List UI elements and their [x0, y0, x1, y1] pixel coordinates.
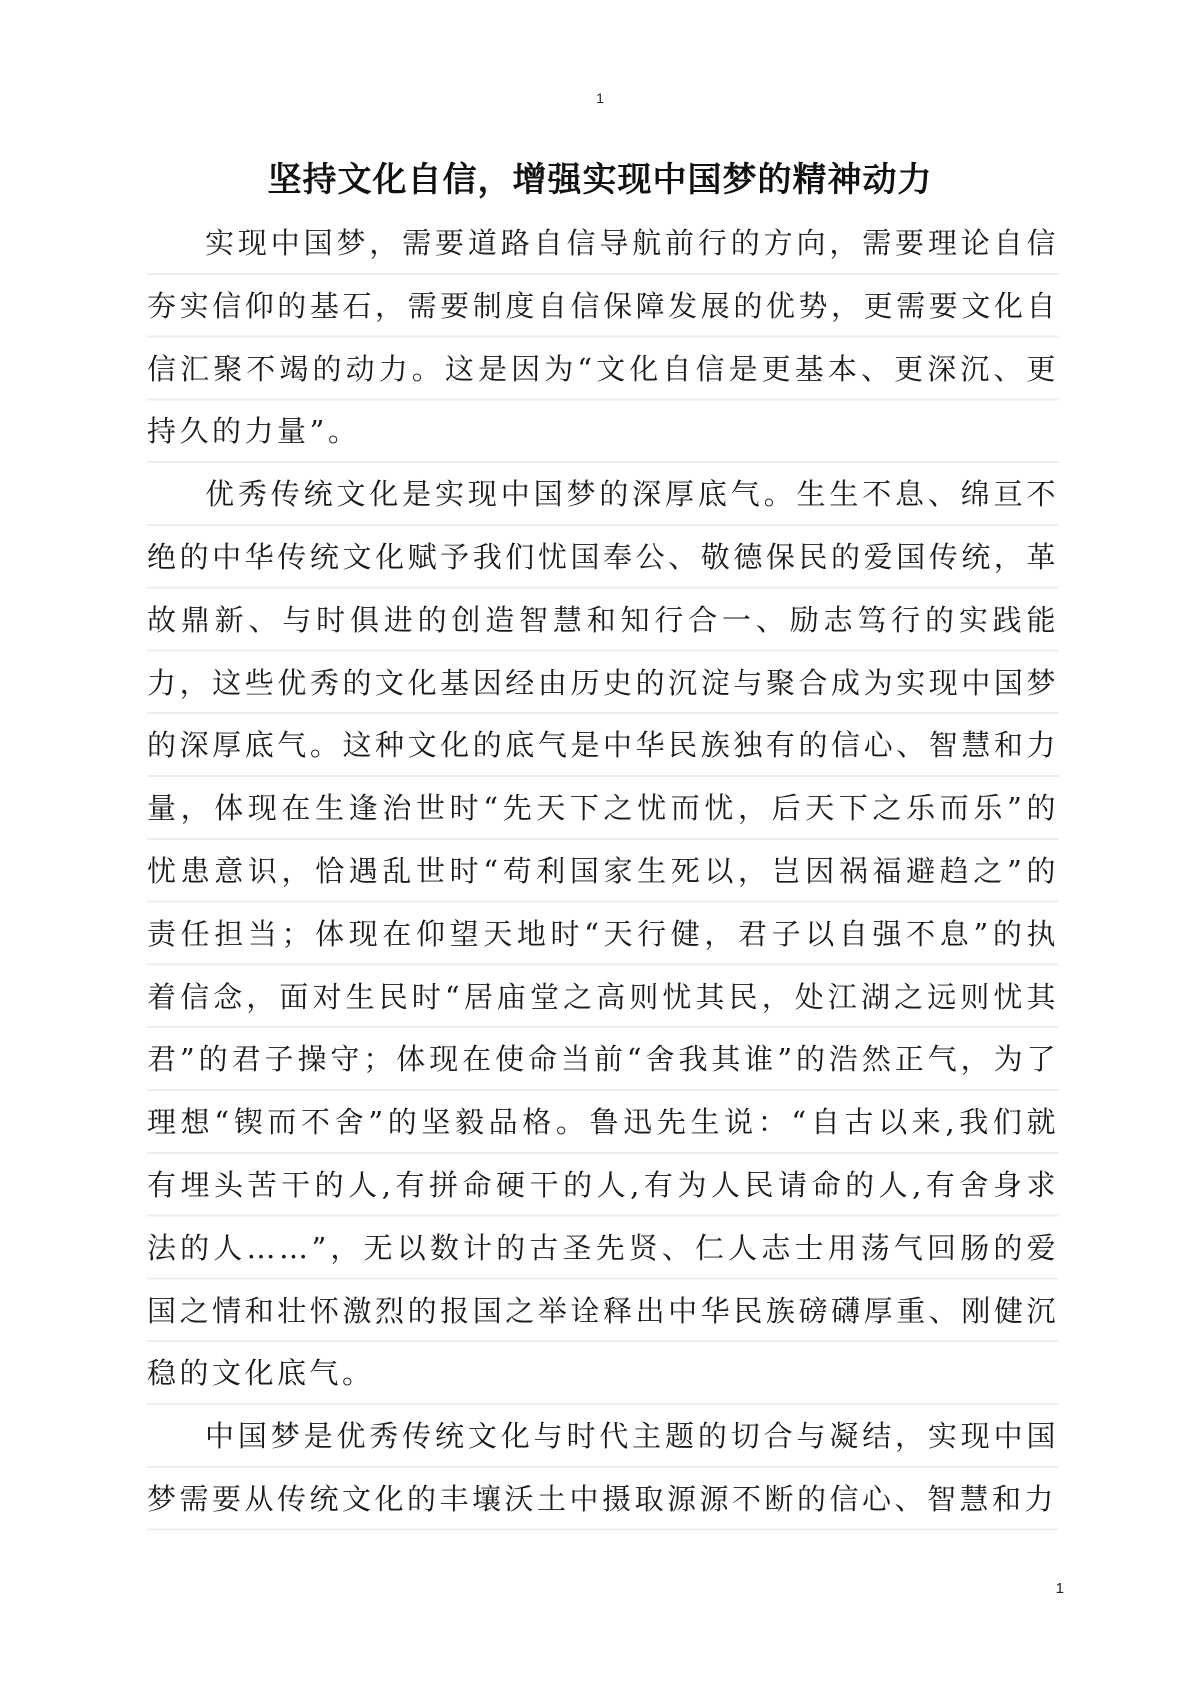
- paragraph: 实现中国梦，需要道路自信导航前行的方向，需要理论自信夯实信仰的基石，需要制度自信保障发展的优势，更需要文化自信汇聚不竭的动力。这是因为“文化自信是更基本、更深沉、更持久的力量”。: [147, 212, 1059, 463]
- header-page-number: 1: [596, 90, 604, 106]
- paragraph: 中国梦是优秀传统文化与时代主题的切合与凝结，实现中国梦需要从传统文化的丰壤沃土中摄取源源不断的信心、智慧和力: [147, 1405, 1059, 1531]
- document-body: [147, 212, 1059, 1531]
- paragraph: 优秀传统文化是实现中国梦的深厚底气。生生不息、绵亘不绝的中华传统文化赋予我们忧国奉公、敬德保民的爱国传统，革故鼎新、与时俱进的创造智慧和知行合一、励志笃行的实践能力，这些优秀的文化基因经由历史的沉淀与聚合成为实现中国梦的深厚底气。这种文化的底气是中华民族独有的信心、智慧和力量，体现在生逢治世时“先天下之忧而忧，后天下之乐而乐”的忧患意识，恰遇乱世时“苟利国家生死以，岂因祸福避趋之”的责任担当；体现在仰望天地时“天行健，君子以自强不息”的执着信念，面对生民时“居庙堂之高则忧其民，处江湖之远则忧其君”的君子操守；体现在使命当前“舍我其谁”的浩然正气，为了理想“锲而不舍”的坚毅品格。鲁迅先生说：“自古以来,我们就有埋头苦干的人,有拼命硬干的人,有为人民请命的人,有舍身求法的人……”，无以数计的古圣先贤、仁人志士用荡气回肠的爱国之情和壮怀激烈的报国之举诠释出中华民族磅礴厚重、刚健沉稳的文化底气。: [147, 463, 1059, 1405]
- document-title: 坚持文化自信，增强实现中国梦的精神动力: [267, 160, 933, 200]
- footer-page-number: 1: [1055, 1580, 1064, 1597]
